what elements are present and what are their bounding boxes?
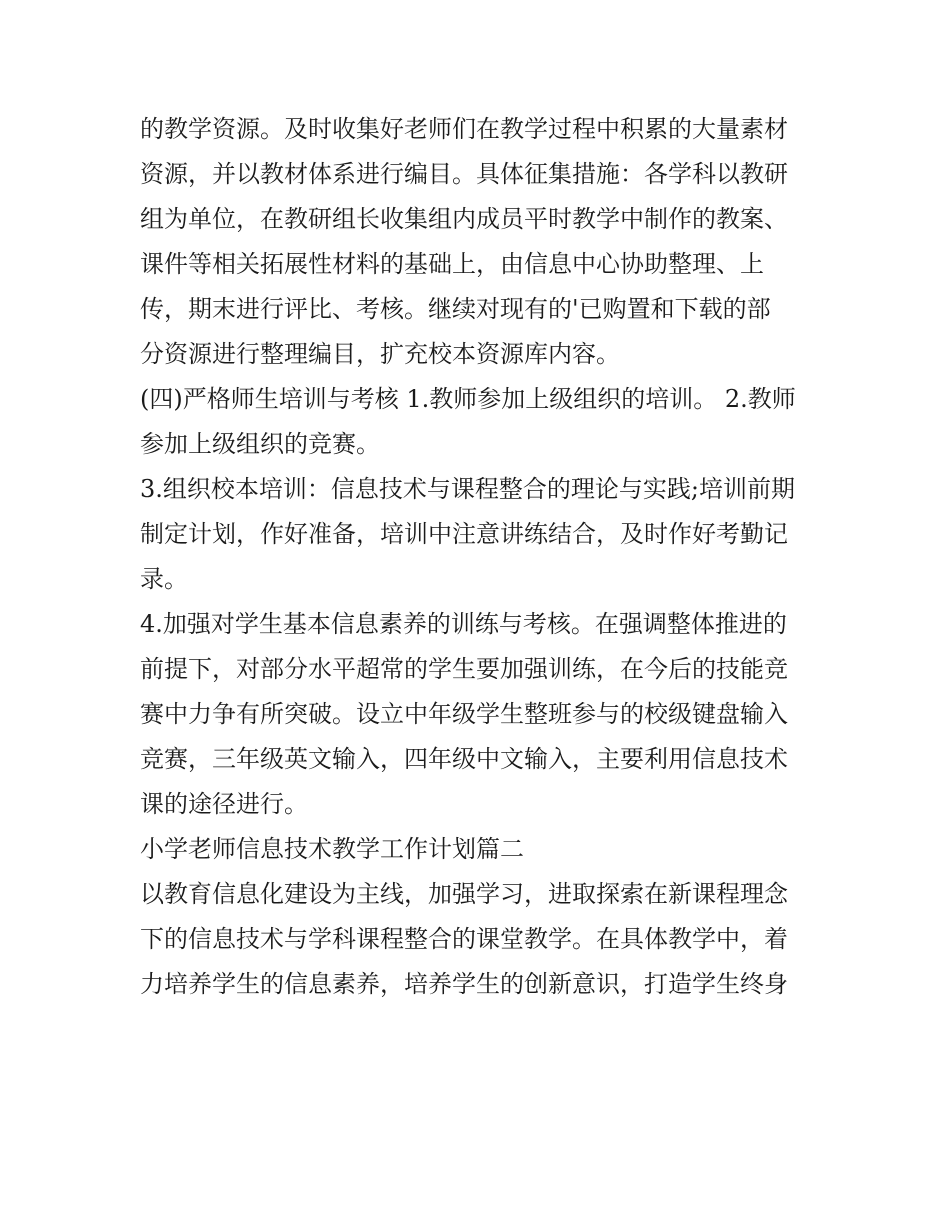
paragraph-line: 分资源进行整理编目，扩充校本资源库内容。 [140, 340, 620, 368]
paragraph-line: 力培养学生的信息素养，培养学生的创新意识，打造学生终身 [140, 970, 788, 998]
section-heading-line: (四)严格师生培训与考核 1.教师参加上级组织的培训。 2.教师 [140, 385, 796, 413]
paragraph-line: 制定计划，作好准备，培训中注意讲练结合，及时作好考勤记 [140, 520, 788, 548]
paragraph-line: 传，期末进行评比、考核。继续对现有的'已购置和下载的部 [140, 295, 771, 323]
document-body [140, 107, 820, 1007]
paragraph-line: 资源，并以教材体系进行编目。具体征集措施：各学科以教研 [140, 160, 788, 188]
paragraph-line: 以教育信息化建设为主线，加强学习，进取探索在新课程理念 [140, 880, 788, 908]
paragraph-line: 前提下，对部分水平超常的学生要加强训练，在今后的技能竞 [140, 655, 788, 683]
paragraph-line: 赛中力争有所突破。设立中年级学生整班参与的校级键盘输入 [140, 700, 788, 728]
paragraph-line: 参加上级组织的竞赛。 [140, 430, 380, 458]
paragraph-line: 课件等相关拓展性材料的基础上，由信息中心协助整理、上 [140, 250, 764, 278]
paragraph-line: 的教学资源。及时收集好老师们在教学过程中积累的大量素材 [140, 115, 788, 143]
paragraph-line: 下的信息技术与学科课程整合的课堂教学。在具体教学中，着 [140, 925, 788, 953]
paragraph-line: 竞赛，三年级英文输入，四年级中文输入，主要利用信息技术 [140, 745, 788, 773]
paragraph-line: 录。 [140, 565, 188, 593]
paragraph-line: 组为单位，在教研组长收集组内成员平时教学中制作的教案、 [140, 205, 788, 233]
paragraph-line: 4.加强对学生基本信息素养的训练与考核。在强调整体推进的 [140, 610, 787, 638]
paragraph-line: 课的途径进行。 [140, 790, 308, 818]
paragraph-line: 3.组织校本培训：信息技术与课程整合的理论与实践;培训前期 [140, 475, 795, 503]
article-title-line: 小学老师信息技术教学工作计划篇二 [140, 835, 524, 863]
